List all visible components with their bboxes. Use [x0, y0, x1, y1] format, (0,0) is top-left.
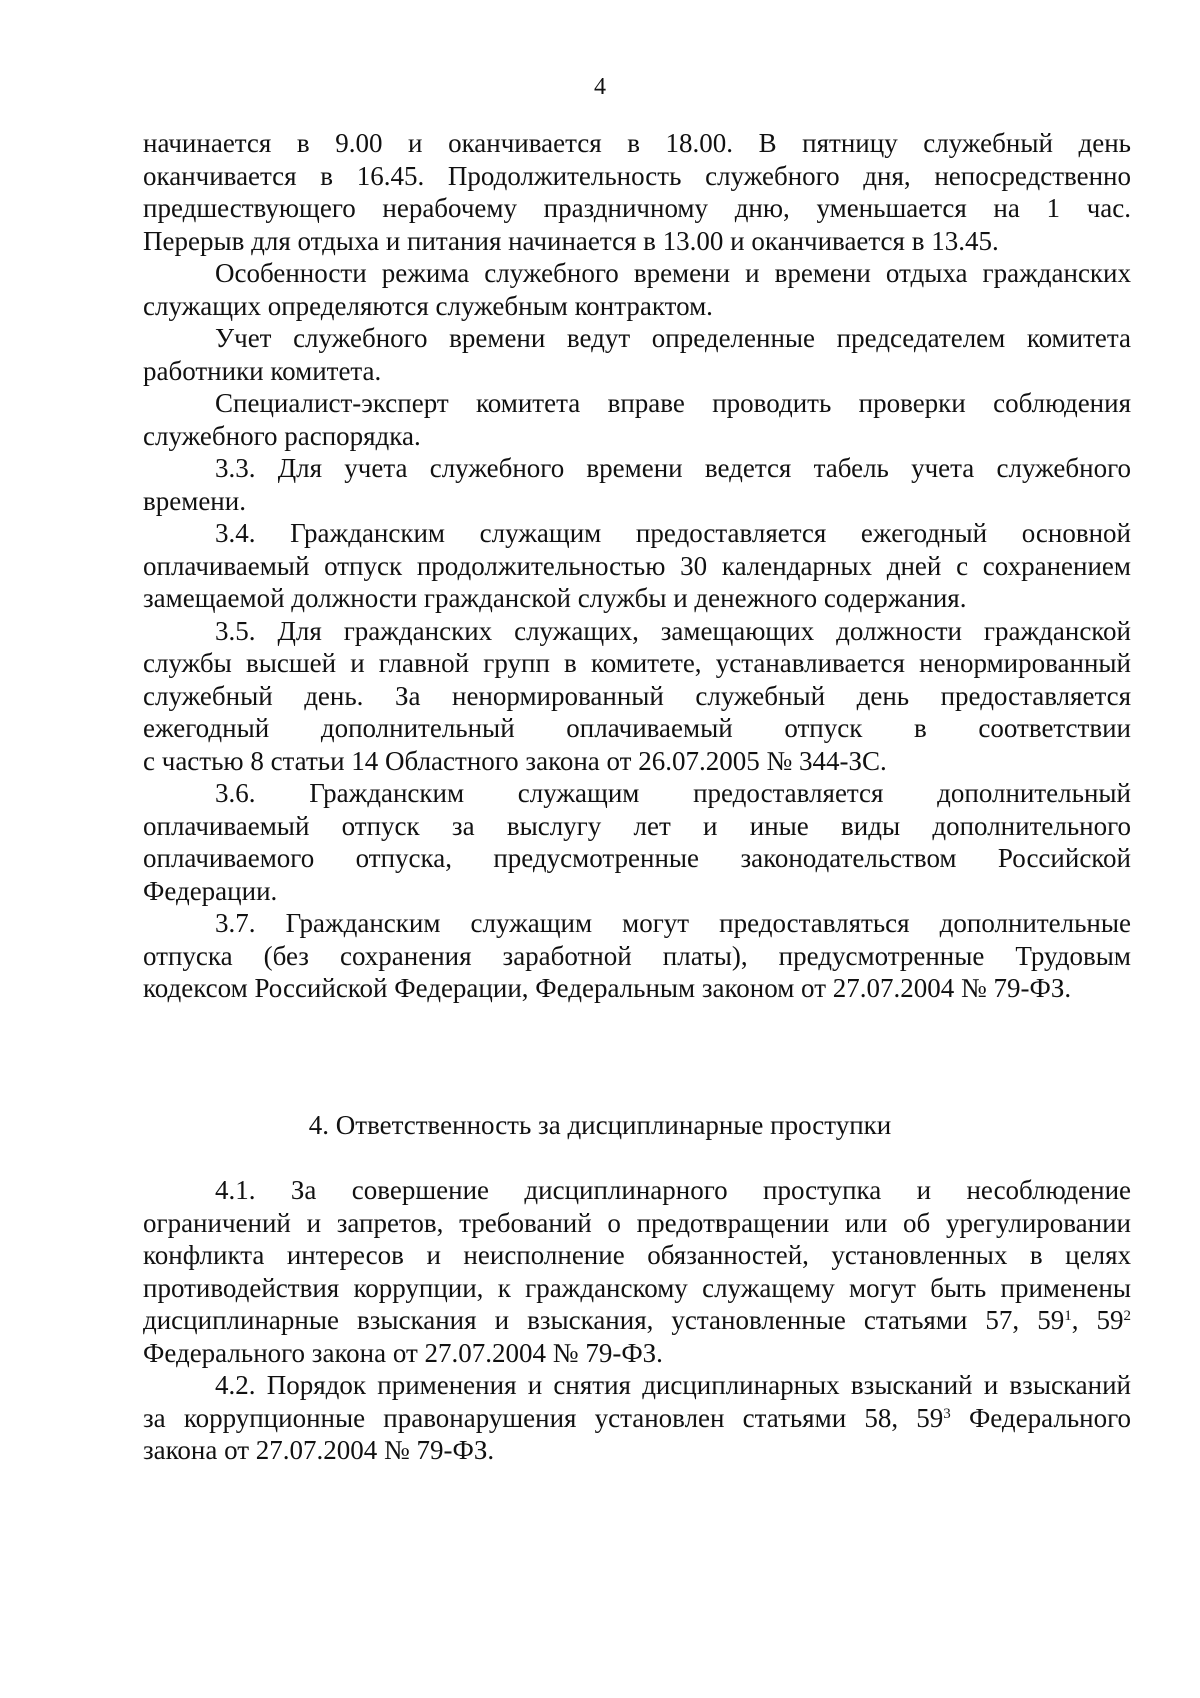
section-3-line: с частью 8 статьи 14 Областного закона от 26.07.2005 № 344-ЗС.: [143, 745, 887, 776]
page-number: 4: [594, 74, 606, 100]
section-4-line: Федерального закона от 27.07.2004 № 79-ФЗ.: [143, 1337, 663, 1368]
section-4-line: закона от 27.07.2004 № 79-ФЗ.: [143, 1435, 495, 1465]
section-3-line: предшествующего нерабочему праздничному дню, уменьшается на 1 час.: [143, 193, 1131, 223]
section-3-line: Федерации.: [143, 875, 278, 906]
section-3-line: Перерыв для отдыха и питания начинается в 13.00 и оканчивается в 13.45.: [143, 225, 999, 256]
section-3-line: начинается в 9.00 и оканчивается в 18.00. В пятницу служебный день: [143, 128, 1131, 158]
section-4-heading: 4. Ответственность за дисциплинарные проступки: [308, 1110, 892, 1140]
section-4-line: 4.2. Порядок применения и снятия дисциплинарных взысканий и взысканий: [215, 1370, 1131, 1400]
section-4-line: ограничений и запретов, требований о предотвращении или об урегулировании: [143, 1207, 1131, 1238]
superscript: 1: [1064, 1308, 1072, 1324]
section-3-line: Специалист-эксперт комитета вправе проводить проверки соблюдения: [215, 388, 1131, 418]
section-4-line: [143, 1402, 1131, 1435]
section-3-line: служебного распорядка.: [143, 420, 421, 451]
section-3-line: 3.6. Гражданским служащим предоставляется дополнительный: [215, 778, 1131, 808]
text-segment: Федерального: [950, 1402, 1131, 1433]
section-3-line: оплачиваемого отпуска, предусмотренные законодательством Российской: [143, 843, 1131, 873]
section-3-line: ежегодный дополнительный оплачиваемый отпуск в соответствии: [143, 713, 1131, 743]
section-3-line: 3.4. Гражданским служащим предоставляется ежегодный основной: [215, 518, 1131, 548]
section-4-line: противодействия коррупции, к гражданскому служащему могут быть применены: [143, 1272, 1131, 1303]
section-3-line: Учет служебного времени ведут определенные председателем комитета: [215, 323, 1131, 353]
section-3-line: 3.5. Для гражданских служащих, замещающих должности гражданской: [215, 615, 1131, 646]
section-3-line: оплачиваемый отпуск продолжительностью 30 календарных дней с сохранением: [143, 550, 1131, 581]
superscript: 2: [1123, 1308, 1131, 1324]
section-3-line: Особенности режима служебного времени и времени отдыха гражданских: [215, 258, 1131, 288]
section-4-line: [143, 1304, 1131, 1337]
section-3-line: службы высшей и главной групп в комитете, устанавливается ненормированный: [143, 648, 1131, 678]
section-3-line: времени.: [143, 485, 246, 516]
section-3-line: оплачиваемый отпуск за выслугу лет и иные виды дополнительного: [143, 810, 1131, 841]
superscript: 3: [943, 1405, 951, 1422]
section-3-line: замещаемой должности гражданской службы и денежного содержания.: [143, 583, 967, 613]
section-4-line: конфликта интересов и неисполнение обязанностей, установленных в целях: [143, 1240, 1131, 1270]
section-4-text: [143, 1174, 1131, 1467]
text-segment: , 59: [1071, 1305, 1124, 1335]
section-4-line: 4.1. За совершение дисциплинарного проступка и несоблюдение: [215, 1175, 1131, 1205]
section-3-line: отпуска (без сохранения заработной платы), предусмотренные Трудовым: [143, 940, 1131, 971]
section-3-line: служащих определяются служебным контрактом.: [143, 290, 713, 321]
section-3-line: кодексом Российской Федерации, Федеральным законом от 27.07.2004 № 79-ФЗ.: [143, 973, 1072, 1003]
section-3-line: 3.7. Гражданским служащим могут предоставляться дополнительные: [215, 908, 1131, 938]
text-segment: дисциплинарные взыскания и взыскания, установленные статьями 57, 59: [143, 1305, 1065, 1335]
section-3-line: оканчивается в 16.45. Продолжительность служебного дня, непосредственно: [143, 160, 1131, 191]
section-3-text: [143, 127, 1131, 1005]
section-3-line: работники комитета.: [143, 355, 382, 386]
text-segment: за коррупционные правонарушения установлен статьями 58, 59: [143, 1402, 944, 1433]
section-3-line: служебный день. За ненормированный служебный день предоставляется: [143, 680, 1131, 711]
section-3-line: 3.3. Для учета служебного времени ведется табель учета служебного: [215, 453, 1131, 483]
